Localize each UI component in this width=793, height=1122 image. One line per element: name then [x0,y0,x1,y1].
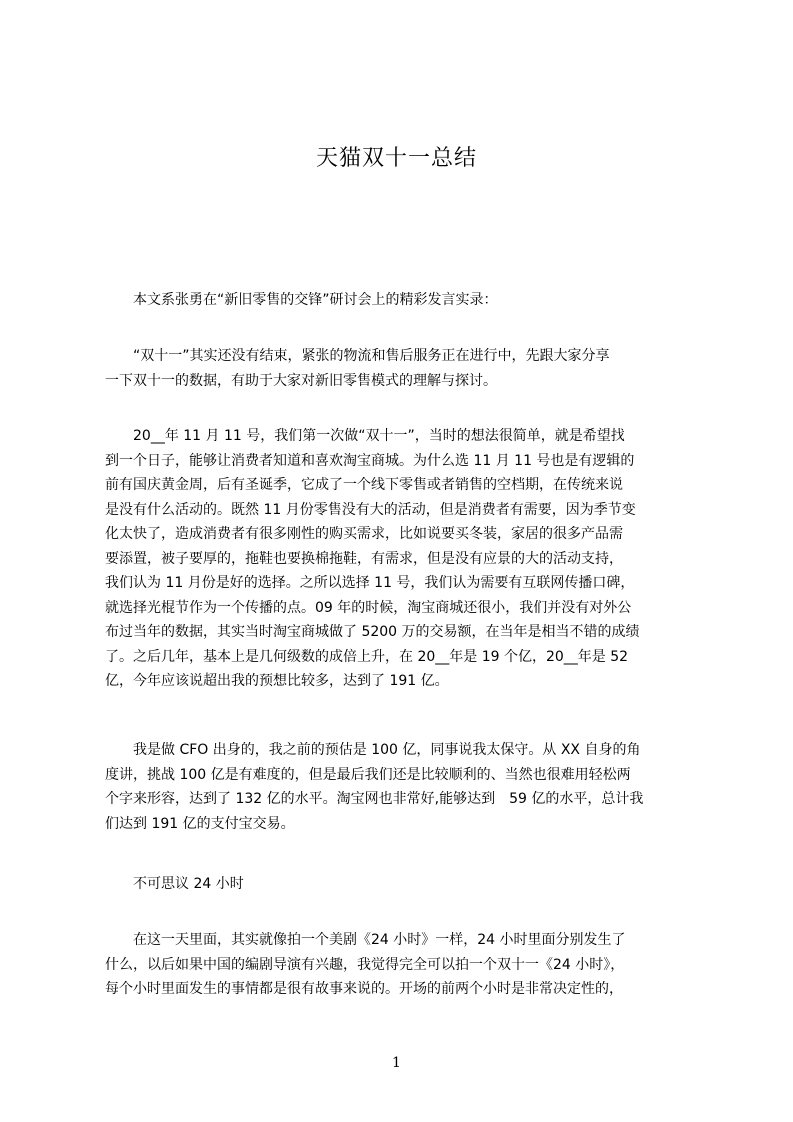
text-line: 亿，今年应该说超出我的预想比较多，达到了 191 亿。 [105,673,449,689]
text-line: 了。之后几年，基本上是几何级数的成倍上升，在 20__年是 19 个亿，20__年是 52 [105,648,629,665]
text-line: 20__年 11 月 11 号，我们第一次做“双十一”，当时的想法很简单，就是希望找 [105,428,625,444]
section-heading [105,872,698,897]
text-line: 度讲，挑战 100 亿是有难度的，但是最后我们还是比较顺利的、当然也很难用轻松两 [105,766,631,783]
paragraph-intro [105,288,698,313]
text-line: 要添置，被子要厚的，拖鞋也要换棉拖鞋，有需求，但是没有应景的大的活动支持， [105,550,623,567]
text-line: 化太快了，造成消费者有很多刚性的购买需求，比如说要买冬装，家居的很多产品需 [105,526,623,542]
text-line: 就选择光棍节作为一个传播的点。09 年的时候，淘宝商城还很小，我们并没有对外公 [105,599,632,616]
paragraph-24-hours [105,928,698,1002]
text-line: 前有国庆黄金周，后有圣诞季，它成了一个线下零售或者销售的空档期，在传统来说 [105,477,623,493]
text-line: 我是做 CFO 出身的，我之前的预估是 100 亿，同事说我太保守。从 XX 自身的角 [105,742,641,758]
paragraph-cfo [105,738,698,836]
text-line: 一下双十一的数据，有助于大家对新旧零售模式的理解与探讨。 [105,372,497,389]
paragraph-overview [105,344,698,393]
page-number: 1 [392,1055,401,1071]
text-line: 本文系张勇在“新旧零售的交锋”研讨会上的精彩发言实录： [105,292,498,308]
text-line: 们达到 191 亿的支付宝交易。 [105,815,295,832]
text-line: 什么，以后如果中国的编剧导演有兴趣，我觉得完全可以拍一个双十一《24 小时》， [105,956,625,973]
text-line: 我们认为 11 月份是好的选择。之所以选择 11 号，我们认为需要有互联网传播口碑， [105,575,635,591]
paragraph-history [105,424,698,694]
text-line: 在这一天里面，其实就像拍一个美剧《24 小时》一样，24 小时里面分别发生了 [105,932,626,948]
text-line: 个字来形容，达到了 132 亿的水平。淘宝网也非常好,能够达到 59 亿的水平，总计我 [105,791,644,807]
text-line: “双十一”其实还没有结束，紧张的物流和售后服务正在进行中，先跟大家分享 [105,348,610,364]
text-line: 每个小时里面发生的事情都是很有故事来说的。开场的前两个小时是非常决定性的， [105,981,623,997]
text-line: 不可思议 24 小时 [105,876,244,892]
text-line: 是没有什么活动的。既然 11 月份零售没有大的活动，但是消费者有需要，因为季节变 [105,501,636,518]
text-line: 到一个日子，能够让消费者知道和喜欢淘宝商城。为什么选 11 月 11 号也是有逻辑的 [105,452,635,469]
text-line: 布过当年的数据，其实当时淘宝商城做了 5200 万的交易额，在当年是相当不错的成绩 [105,624,640,640]
page-title: 天猫双十一总结 [315,146,477,171]
